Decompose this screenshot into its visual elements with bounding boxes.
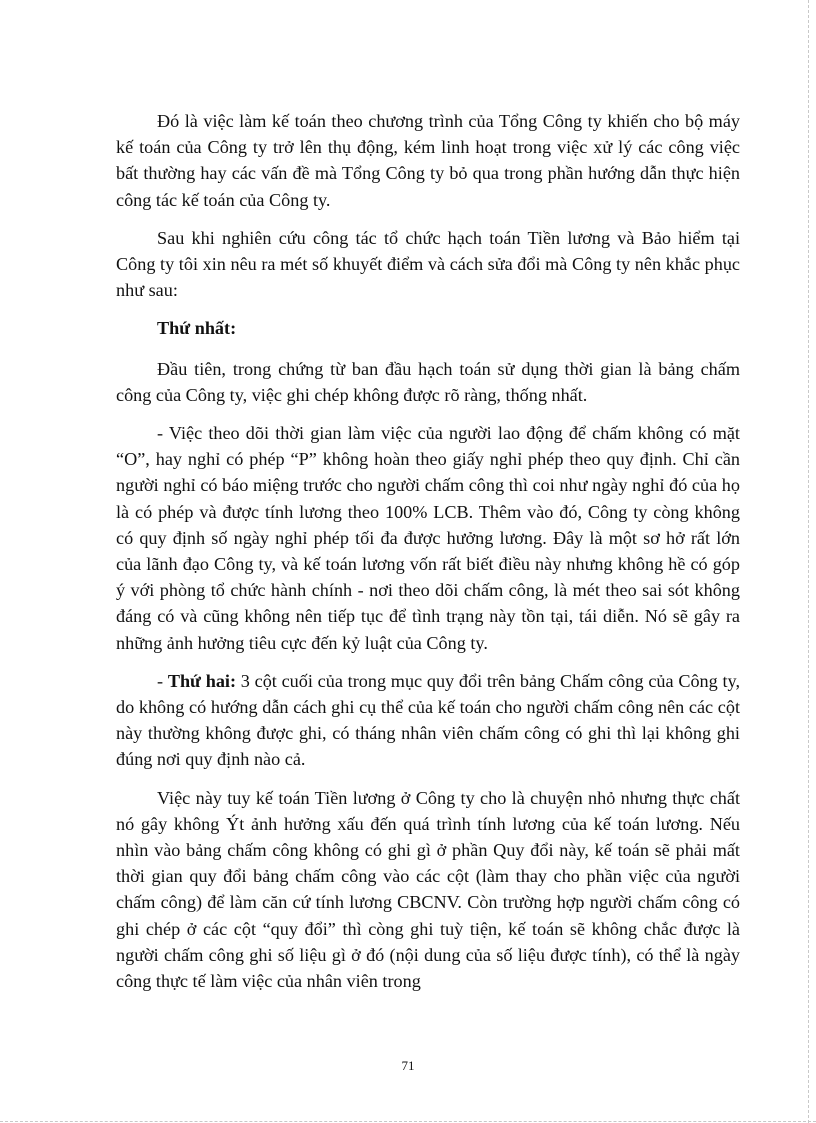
paragraph-6: Việc này tuy kế toán Tiền lương ở Công ty cho là chuyện nhỏ nhưng thực chất nó gây không Ýt ảnh hưởng xấu đến quá trình tính lương của kế toán lương. Nếu nhìn vào bảng chấm công không có ghi gì ở phần Quy đổi này, kế toán sẽ phải mất thời gian quy đổi bảng chấm công vào các cột (làm thay cho phần việc của người chấm công) để làm căn cứ tính lương CBCNV. Còn trường hợp người chấm công có ghi chép ở các cột “quy đổi” thì còng ghi tuỳ tiện, kế toán sẽ không chắc được là người chấm công ghi số liệu gì ở đó (nội dung của số liệu được tính), có thể là ngày công thực tế làm việc của nhân viên trong (116, 787, 740, 992)
paragraph-5-body: 3 cột cuối của trong mục quy đổi trên bảng Chấm công của Công ty, do không có hướng dẫn cách ghi cụ thể của kế toán cho người chấm công nên các cột này thường không được ghi, có tháng nhân viên chấm công có ghi thì lại không ghi đúng nơi quy định nào cả. (116, 670, 740, 770)
section-heading-first: Thứ nhất: (157, 318, 237, 339)
paragraph-4: - Việc theo dõi thời gian làm việc của người lao động để chấm không có mặt “O”, hay nghỉ có phép “P” không hoàn theo giấy nghỉ phép theo quy định. Chỉ cần người nghỉ có báo miệng trước cho người chấm công thì coi như ngày nghỉ đó của họ là có phép và được tính lương theo 100% LCB. Thêm vào đó, Công ty còng không có quy định số ngày nghỉ phép tối đa được hưởng lương. Đây là một sơ hở rất lớn của lãnh đạo Công ty, và kế toán lương vốn rất biết điều này nhưng không hề có góp ý với phòng tổ chức hành chính - nơi theo dõi chấm công, là mét theo sai sót không đáng có và cũng không nên tiếp tục để tình trạng này tồn tại, tái diễn. Nó sẽ gây ra những ảnh hưởng tiêu cực đến kỷ luật của Công ty. (116, 423, 740, 653)
paragraph-2: Sau khi nghiên cứu công tác tổ chức hạch toán Tiền lương và Bảo hiểm tại Công ty tôi xin nêu ra mét số khuyết điểm và cách sửa đổi mà Công ty nên khắc phục như sau: (116, 227, 740, 301)
paragraph-5-prefix: - (157, 670, 168, 691)
paragraph-5 (116, 668, 740, 773)
paragraph-3: Đầu tiên, trong chứng từ ban đầu hạch toán sử dụng thời gian là bảng chấm công của Công ty, việc ghi chép không được rõ ràng, thống nhất. (116, 358, 740, 405)
body-text (116, 108, 740, 1006)
paragraph-1: Đó là việc làm kế toán theo chương trình của Tổng Công ty khiến cho bộ máy kế toán của Công ty trở lên thụ động, kém linh hoạt trong việc xử lý các công việc bất thường hay các vấn đề mà Tổng Công ty bỏ qua trong phần hướng dẫn thực hiện công tác kế toán của Công ty. (116, 111, 740, 210)
page-border-right (808, 0, 809, 1123)
page-border-bottom (0, 1121, 816, 1122)
section-heading-second: Thứ hai: (167, 670, 237, 691)
page-number: 71 (401, 1058, 415, 1073)
